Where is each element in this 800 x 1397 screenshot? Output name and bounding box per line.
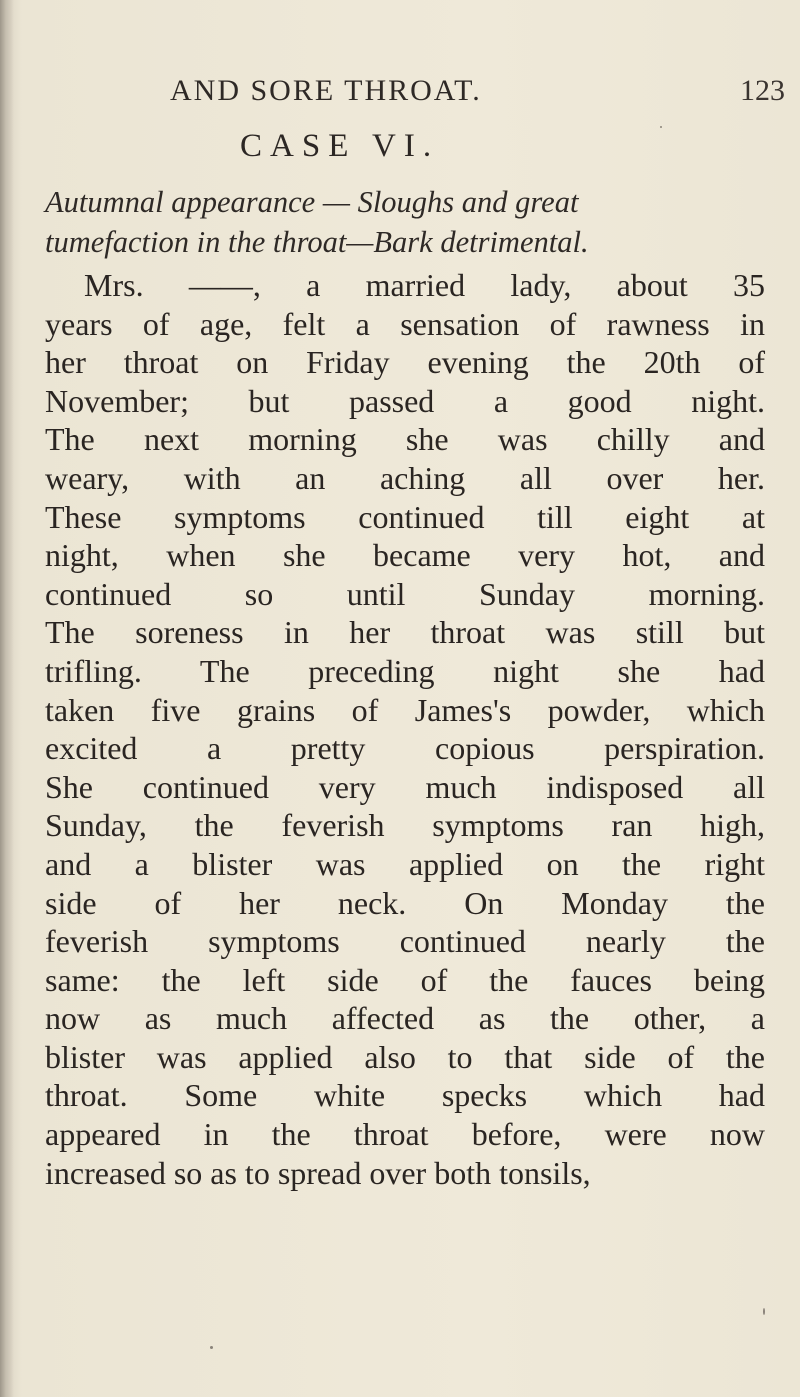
paper-speck <box>660 126 662 128</box>
body-line: continued so until Sunday morning. <box>45 575 765 612</box>
body-line: She continued very much indisposed all <box>45 768 765 805</box>
body-line: her throat on Friday evening the 20th of <box>45 344 765 381</box>
case-subtitle <box>45 182 765 262</box>
binding-shadow <box>0 0 14 1397</box>
body-line: The next morning she was chilly and <box>45 421 765 458</box>
body-line: now as much affected as the other, a <box>45 1000 765 1037</box>
subtitle-line: Autumnal appearance — Sloughs and great <box>45 185 579 219</box>
subtitle-line: tumefaction in the throat—Bark detrimental. <box>45 225 589 259</box>
body-line: and a blister was applied on the right <box>45 845 765 882</box>
paper-speck <box>210 1346 213 1349</box>
body-line: feverish symptoms continued nearly the <box>45 923 765 960</box>
body-line: trifling. The preceding night she had <box>45 652 765 689</box>
body-line: November; but passed a good night. <box>45 382 765 419</box>
body-line: These symptoms continued till eight at <box>45 498 765 535</box>
body-line: increased so as to spread over both tonsils, <box>45 1154 591 1191</box>
body-line: Sunday, the feverish symptoms ran high, <box>45 807 765 844</box>
body-line: blister was applied also to that side of the <box>45 1038 765 1075</box>
body-line: The soreness in her throat was still but <box>45 614 765 651</box>
body-line: excited a pretty copious perspiration. <box>45 730 765 767</box>
body-line: weary, with an aching all over her. <box>45 459 765 496</box>
case-title: CASE VI. <box>240 128 440 164</box>
running-head: AND SORE THROAT. <box>170 74 482 107</box>
body-line: throat. Some white specks which had <box>45 1077 765 1114</box>
body-line: night, when she became very hot, and <box>45 537 765 574</box>
body-line: same: the left side of the fauces being <box>45 961 765 998</box>
body-line: years of age, felt a sensation of rawness in <box>45 305 765 342</box>
body-line: side of her neck. On Monday the <box>45 884 765 921</box>
body-line: appeared in the throat before, were now <box>45 1116 765 1153</box>
body-line: taken five grains of James's powder, which <box>45 691 765 728</box>
body-line: Mrs. ——, a married lady, about 35 <box>84 267 765 303</box>
page-number: 123 <box>740 74 785 107</box>
paper-speck <box>763 1308 765 1315</box>
body-paragraph <box>45 266 765 1192</box>
